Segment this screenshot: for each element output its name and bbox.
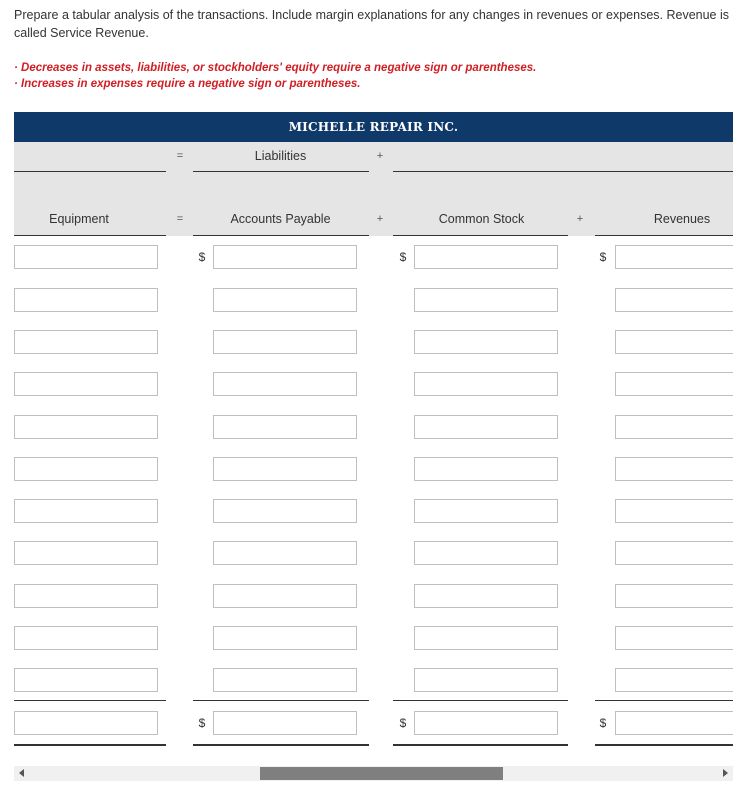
total-input-common-stock[interactable] xyxy=(414,711,558,735)
input-accounts-payable[interactable] xyxy=(213,541,357,565)
input-accounts-payable[interactable] xyxy=(213,288,357,312)
input-equipment[interactable] xyxy=(14,245,158,269)
total-input-revenues[interactable] xyxy=(615,711,733,735)
group-underline-liabilities xyxy=(193,171,369,172)
input-equipment[interactable] xyxy=(14,415,158,439)
column-header-common-stock: Common Stock xyxy=(438,212,525,226)
group-underline-equity xyxy=(393,171,733,172)
input-revenues[interactable] xyxy=(615,457,733,481)
input-common-stock[interactable] xyxy=(414,626,558,650)
column-header-equipment: Equipment xyxy=(49,212,109,226)
group-equals-sign: = xyxy=(176,150,184,162)
input-equipment[interactable] xyxy=(14,372,158,396)
input-accounts-payable[interactable] xyxy=(213,668,357,692)
input-accounts-payable[interactable] xyxy=(213,499,357,523)
input-equipment[interactable] xyxy=(14,457,158,481)
total-input-equipment[interactable] xyxy=(14,711,158,735)
header-underline-accounts-payable xyxy=(193,235,369,236)
input-revenues[interactable] xyxy=(615,668,733,692)
header-band-columns xyxy=(14,172,733,236)
operator-plus-1: + xyxy=(376,213,384,225)
input-accounts-payable[interactable] xyxy=(213,245,357,269)
total-rule-revenues xyxy=(595,700,733,701)
total-rule-equipment xyxy=(14,700,166,701)
input-equipment[interactable] xyxy=(14,584,158,608)
input-common-stock[interactable] xyxy=(414,330,558,354)
note-decreases: · Decreases in assets, liabilities, or stockholders' equity require a negative sign or parentheses. xyxy=(14,62,537,74)
currency-symbol: $ xyxy=(399,250,407,264)
input-common-stock[interactable] xyxy=(414,245,558,269)
column-header-revenues: Revenues xyxy=(653,212,711,226)
input-equipment[interactable] xyxy=(14,499,158,523)
scroll-thumb[interactable] xyxy=(260,767,503,780)
input-equipment[interactable] xyxy=(14,288,158,312)
header-underline-revenues xyxy=(595,235,733,236)
input-accounts-payable[interactable] xyxy=(213,330,357,354)
total-input-accounts-payable[interactable] xyxy=(213,711,357,735)
operator-equals: = xyxy=(176,213,184,225)
input-revenues[interactable] xyxy=(615,499,733,523)
currency-symbol: $ xyxy=(198,250,206,264)
scroll-right-arrow-icon[interactable] xyxy=(723,769,728,777)
table-title: MICHELLE REPAIR INC. xyxy=(14,112,733,142)
scroll-left-arrow-icon[interactable] xyxy=(19,769,24,777)
currency-symbol: $ xyxy=(399,716,407,730)
operator-plus-2: + xyxy=(576,213,584,225)
input-revenues[interactable] xyxy=(615,584,733,608)
input-revenues[interactable] xyxy=(615,288,733,312)
input-accounts-payable[interactable] xyxy=(213,415,357,439)
total-double-rule-revenues xyxy=(595,744,733,746)
group-header-liabilities: Liabilities xyxy=(254,149,307,163)
input-accounts-payable[interactable] xyxy=(213,626,357,650)
total-double-rule-equipment xyxy=(14,744,166,746)
header-underline-common-stock xyxy=(393,235,568,236)
input-accounts-payable[interactable] xyxy=(213,372,357,396)
input-equipment[interactable] xyxy=(14,330,158,354)
group-plus-sign: + xyxy=(376,150,384,162)
total-rule-accounts-payable xyxy=(193,700,369,701)
total-double-rule-accounts-payable xyxy=(193,744,369,746)
input-accounts-payable[interactable] xyxy=(213,584,357,608)
input-common-stock[interactable] xyxy=(414,372,558,396)
input-accounts-payable[interactable] xyxy=(213,457,357,481)
note-expenses: · Increases in expenses require a negative sign or parentheses. xyxy=(14,78,361,90)
input-revenues[interactable] xyxy=(615,330,733,354)
input-common-stock[interactable] xyxy=(414,457,558,481)
total-double-rule-common-stock xyxy=(393,744,568,746)
notes xyxy=(14,60,729,92)
column-header-accounts-payable: Accounts Payable xyxy=(230,212,331,226)
input-common-stock[interactable] xyxy=(414,541,558,565)
input-common-stock[interactable] xyxy=(414,668,558,692)
input-equipment[interactable] xyxy=(14,668,158,692)
currency-symbol: $ xyxy=(599,250,607,264)
input-equipment[interactable] xyxy=(14,626,158,650)
input-revenues[interactable] xyxy=(615,626,733,650)
group-underline-assets xyxy=(14,171,166,172)
total-rule-common-stock xyxy=(393,700,568,701)
input-revenues[interactable] xyxy=(615,415,733,439)
input-common-stock[interactable] xyxy=(414,415,558,439)
input-common-stock[interactable] xyxy=(414,288,558,312)
input-equipment[interactable] xyxy=(14,541,158,565)
currency-symbol: $ xyxy=(599,716,607,730)
header-underline-equipment xyxy=(14,235,166,236)
input-revenues[interactable] xyxy=(615,245,733,269)
input-common-stock[interactable] xyxy=(414,499,558,523)
horizontal-scrollbar[interactable] xyxy=(14,766,733,781)
input-common-stock[interactable] xyxy=(414,584,558,608)
input-revenues[interactable] xyxy=(615,372,733,396)
currency-symbol: $ xyxy=(198,716,206,730)
instructions-text: Prepare a tabular analysis of the transactions. Include margin explanations for any changes in revenues or expenses. Revenue is called Service Revenue. xyxy=(14,8,730,40)
input-revenues[interactable] xyxy=(615,541,733,565)
